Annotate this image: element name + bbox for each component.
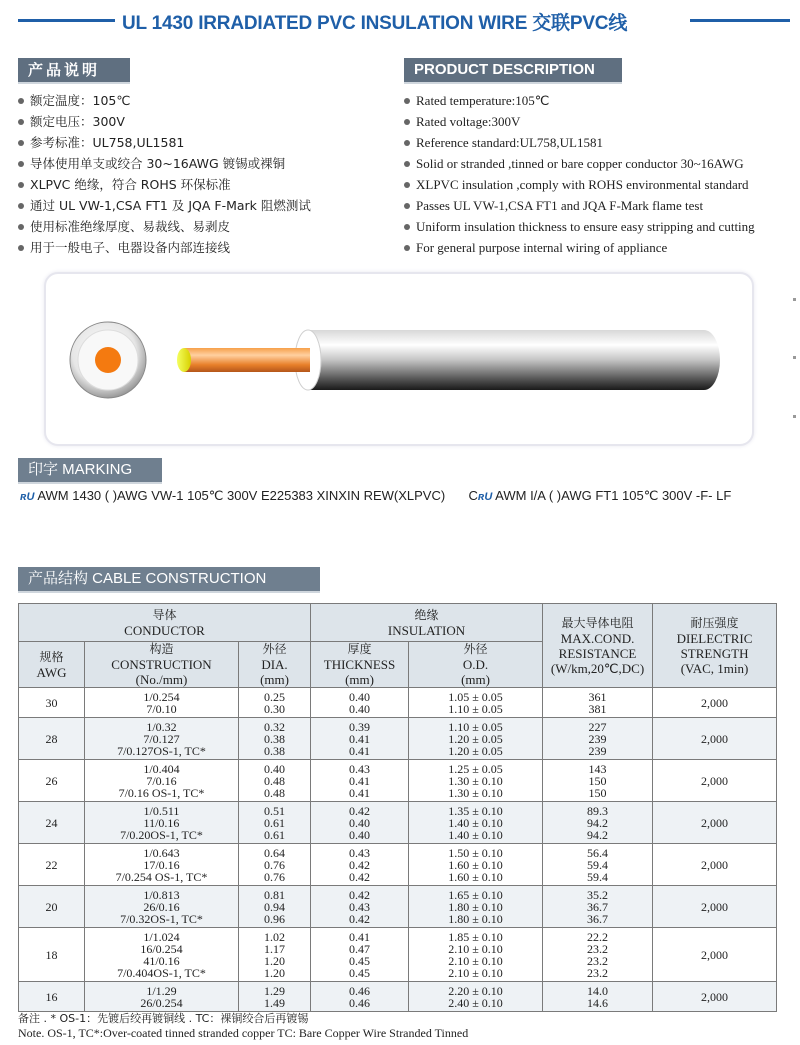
thickness-cell — [311, 982, 409, 1012]
dia-cell-value: 0.25 — [264, 689, 285, 704]
description-item — [18, 111, 311, 132]
description-item — [404, 111, 755, 132]
table-row — [19, 718, 777, 760]
construction-cell-value: 7/0.127 — [143, 731, 180, 746]
description-item — [18, 216, 311, 237]
marking-heading: 印字 MARKING — [18, 458, 162, 482]
thickness-cell-value: 0.46 — [349, 983, 371, 998]
description-item — [18, 237, 311, 258]
od-cell — [409, 718, 543, 760]
dia-cell-value: 0.76 — [264, 869, 285, 884]
construction-cell-value: 41/0.16 — [143, 953, 180, 968]
construction-cell-value: 26/0.254 — [140, 995, 183, 1010]
thickness-cell-value: 0.45 — [349, 965, 371, 980]
description-item — [18, 132, 311, 153]
dia-cell-value: 0.81 — [264, 887, 285, 902]
thickness-cell — [311, 688, 409, 718]
resistance-cell-value: 381 — [588, 701, 607, 716]
dia-cell-value: 0.48 — [264, 773, 285, 788]
dielectric-cell: 2,000 — [653, 928, 777, 982]
thickness-cell-value: 0.39 — [349, 719, 371, 734]
dia-cell-value: 0.61 — [264, 827, 285, 842]
resistance-cell-value: 35.2 — [587, 887, 609, 902]
ul-logo: ʀU — [20, 491, 35, 503]
construction-cell-value: 17/0.16 — [143, 857, 180, 872]
construction-cell-value: 1/1.29 — [146, 983, 177, 998]
table-row — [19, 844, 777, 886]
construction-cell — [85, 718, 239, 760]
thickness-cell-value: 0.40 — [349, 701, 371, 716]
thickness-cell-value: 0.40 — [349, 827, 371, 842]
construction-cell-value: 1/0.643 — [143, 845, 180, 860]
resistance-cell-value: 89.3 — [587, 803, 609, 818]
construction-cell-value: 7/0.16 — [146, 773, 177, 788]
description-item — [404, 195, 755, 216]
awg-cell: 22 — [19, 844, 85, 886]
resistance-cell-value: 150 — [588, 773, 607, 788]
description-item-text: 额定温度：105℃ — [30, 93, 131, 108]
resistance-cell-value: 14.0 — [587, 983, 609, 998]
thickness-cell-value: 0.42 — [349, 887, 371, 902]
resistance-cell — [543, 982, 653, 1012]
od-cell — [409, 886, 543, 928]
table-row — [19, 886, 777, 928]
dia-cell-value: 1.49 — [264, 995, 285, 1010]
dia-cell — [239, 718, 311, 760]
od-cell — [409, 688, 543, 718]
description-item-text: XLPVC insulation ,comply with ROHS environmental standard — [416, 177, 749, 192]
description-item — [18, 90, 311, 111]
resistance-cell-value: 14.6 — [587, 995, 609, 1010]
bullet-icon — [18, 182, 24, 188]
dia-cell-value: 0.51 — [264, 803, 285, 818]
bullet-icon — [404, 224, 410, 230]
od-cell-value: 1.40 ± 0.10 — [448, 827, 503, 842]
dia-cell-value: 0.38 — [264, 743, 285, 758]
od-header: 外径 O.D. (mm) — [409, 642, 543, 688]
thickness-cell-value: 0.43 — [349, 899, 371, 914]
construction-cell-value: 7/0.20OS-1, TC* — [120, 827, 203, 842]
resistance-header: 最大导体电阻 MAX.COND. RESISTANCE (W/km,20℃,DC) — [543, 604, 653, 688]
description-item — [404, 132, 755, 153]
resistance-cell — [543, 844, 653, 886]
construction-cell-value: 7/0.404OS-1, TC* — [117, 965, 206, 980]
awg-header: 规格 AWG — [19, 642, 85, 688]
resistance-cell-value: 239 — [588, 731, 607, 746]
od-cell — [409, 760, 543, 802]
resistance-cell-value: 22.2 — [587, 929, 609, 944]
od-cell-value: 2.20 ± 0.10 — [448, 983, 503, 998]
resistance-cell-value: 150 — [588, 785, 607, 800]
resistance-cell-value: 143 — [588, 761, 607, 776]
thickness-cell-value: 0.43 — [349, 761, 371, 776]
bullet-icon — [404, 245, 410, 251]
description-item-text: Rated voltage:300V — [416, 114, 521, 129]
thickness-cell-value: 0.42 — [349, 803, 371, 818]
thickness-cell-value: 0.45 — [349, 953, 371, 968]
conductor-header: 导体 CONDUCTOR — [19, 604, 311, 642]
awg-cell: 28 — [19, 718, 85, 760]
thickness-cell-value: 0.40 — [349, 689, 371, 704]
thickness-cell-value: 0.42 — [349, 869, 371, 884]
construction-cell-value: 1/0.511 — [143, 803, 180, 818]
construction-cell — [85, 688, 239, 718]
od-cell-value: 1.10 ± 0.05 — [448, 719, 503, 734]
dia-cell — [239, 982, 311, 1012]
construction-cell-value: 1/0.813 — [143, 887, 180, 902]
thickness-cell-value: 0.41 — [349, 743, 371, 758]
bullet-icon — [18, 140, 24, 146]
resistance-cell-value: 361 — [588, 689, 607, 704]
resistance-cell — [543, 688, 653, 718]
construction-cell — [85, 886, 239, 928]
wire-illustration-frame — [44, 272, 754, 446]
dielectric-cell: 2,000 — [653, 886, 777, 928]
resistance-cell — [543, 760, 653, 802]
dia-cell-value: 0.32 — [264, 719, 285, 734]
description-en-heading: PRODUCT DESCRIPTION — [404, 58, 622, 82]
construction-cell-value: 16/0.254 — [140, 941, 183, 956]
edge-dot — [793, 298, 796, 301]
od-cell — [409, 844, 543, 886]
dia-cell — [239, 802, 311, 844]
dia-cell-value: 0.61 — [264, 815, 285, 830]
od-cell-value: 1.60 ± 0.10 — [448, 869, 503, 884]
resistance-cell-value: 23.2 — [587, 941, 609, 956]
dia-cell-value: 0.38 — [264, 731, 285, 746]
table-row — [19, 760, 777, 802]
dia-cell-value: 0.96 — [264, 911, 285, 926]
awg-cell: 18 — [19, 928, 85, 982]
description-item — [18, 174, 311, 195]
dielectric-cell: 2,000 — [653, 760, 777, 802]
header-rule-left — [18, 19, 115, 22]
bullet-icon — [18, 161, 24, 167]
edge-dot — [793, 415, 796, 418]
dielectric-header: 耐压强度 DIELECTRIC STRENGTH (VAC, 1min) — [653, 604, 777, 688]
thickness-cell-value: 0.41 — [349, 929, 371, 944]
construction-table — [18, 603, 777, 1012]
description-item-text: Rated temperature:105℃ — [416, 93, 550, 108]
construction-col-header: 构造 CONSTRUCTION (No./mm) — [85, 642, 239, 688]
thickness-cell-value: 0.40 — [349, 815, 371, 830]
od-cell — [409, 982, 543, 1012]
resistance-cell-value: 23.2 — [587, 965, 609, 980]
marking-c-prefix: C — [468, 488, 478, 503]
description-en-list — [404, 90, 755, 258]
cul-logo: ʀU — [477, 491, 493, 503]
od-cell — [409, 928, 543, 982]
dia-cell-value: 0.76 — [264, 857, 285, 872]
description-cn-list — [18, 90, 311, 258]
construction-cell-value: 7/0.16 OS-1, TC* — [118, 785, 205, 800]
resistance-cell-value: 227 — [588, 719, 607, 734]
construction-cell-value: 1/0.404 — [143, 761, 180, 776]
od-cell-value: 1.30 ± 0.10 — [448, 785, 503, 800]
description-item-text: For general purpose internal wiring of appliance — [416, 240, 668, 255]
description-item-text: XLPVC 绝缘，符合 ROHS 环保标准 — [30, 177, 231, 192]
od-cell-value: 2.10 ± 0.10 — [448, 965, 503, 980]
dia-cell-value: 1.29 — [264, 983, 285, 998]
thickness-cell-value: 0.46 — [349, 995, 371, 1010]
thickness-cell — [311, 844, 409, 886]
dia-cell-value: 0.40 — [264, 761, 285, 776]
table-row — [19, 802, 777, 844]
od-cell-value: 1.65 ± 0.10 — [448, 887, 503, 902]
description-cn-heading: 产品说明 — [18, 58, 130, 82]
thickness-cell-value: 0.42 — [349, 911, 371, 926]
resistance-cell — [543, 928, 653, 982]
description-item-text: 通过 UL VW-1,CSA FT1 及 JQA F-Mark 阻燃测试 — [30, 198, 311, 213]
description-item-text: Reference standard:UL758,UL1581 — [416, 135, 603, 150]
description-item-text: Passes UL VW-1,CSA FT1 and JQA F-Mark flame test — [416, 198, 704, 213]
dia-cell-value: 1.20 — [264, 953, 285, 968]
description-item — [18, 195, 311, 216]
bullet-icon — [404, 119, 410, 125]
description-item-text: Uniform insulation thickness to ensure easy stripping and cutting — [416, 219, 755, 234]
bullet-icon — [404, 203, 410, 209]
awg-cell: 24 — [19, 802, 85, 844]
construction-heading: 产品结构 CABLE CONSTRUCTION — [18, 567, 320, 591]
description-item-text: 导体使用单支或绞合 30~16AWG 镀锡或裸铜 — [30, 156, 286, 171]
construction-cell-value: 7/0.127OS-1, TC* — [117, 743, 206, 758]
construction-cell-value: 7/0.32OS-1, TC* — [120, 911, 203, 926]
resistance-cell-value: 36.7 — [587, 911, 609, 926]
marking-ul-line: AWM 1430 ( )AWG VW-1 105℃ 300V E225383 XINXIN REW(XLPVC) — [37, 488, 446, 503]
od-cell-value: 1.50 ± 0.10 — [448, 845, 503, 860]
description-item — [404, 90, 755, 111]
od-cell-value: 1.30 ± 0.10 — [448, 773, 503, 788]
dia-cell — [239, 886, 311, 928]
thickness-cell-value: 0.43 — [349, 845, 371, 860]
dia-cell-value: 0.48 — [264, 785, 285, 800]
wire-jacket — [295, 330, 720, 390]
thickness-cell — [311, 718, 409, 760]
bullet-icon — [18, 119, 24, 125]
construction-cell-value: 26/0.16 — [143, 899, 180, 914]
table-row — [19, 688, 777, 718]
dia-cell-value: 1.17 — [264, 941, 285, 956]
resistance-cell-value: 239 — [588, 743, 607, 758]
resistance-cell — [543, 886, 653, 928]
awg-cell: 16 — [19, 982, 85, 1012]
thickness-cell-value: 0.47 — [349, 941, 371, 956]
bullet-icon — [18, 98, 24, 104]
construction-table-wrap — [18, 603, 776, 1012]
header-rule-right — [690, 19, 790, 22]
thickness-header: 厚度 THICKNESS (mm) — [311, 642, 409, 688]
dielectric-cell: 2,000 — [653, 844, 777, 886]
thickness-cell-value: 0.42 — [349, 857, 371, 872]
bullet-icon — [404, 140, 410, 146]
construction-cell-value: 7/0.10 — [146, 701, 177, 716]
od-cell-value: 2.10 ± 0.10 — [448, 953, 503, 968]
od-cell-value: 1.60 ± 0.10 — [448, 857, 503, 872]
description-item — [404, 153, 755, 174]
od-cell-value: 1.85 ± 0.10 — [448, 929, 503, 944]
od-cell-value: 1.05 ± 0.05 — [448, 689, 503, 704]
awg-cell: 30 — [19, 688, 85, 718]
wire-cross-section — [70, 322, 146, 398]
note-cn: 备注 . * OS-1：先镀后绞再镀铜线 . TC：裸铜绞合后再镀锡 — [18, 1012, 309, 1025]
marking-cul-line: AWM I/A ( )AWG FT1 105℃ 300V -F- LF — [495, 488, 732, 503]
thickness-cell-value: 0.41 — [349, 731, 371, 746]
construction-cell — [85, 982, 239, 1012]
notes — [18, 1012, 468, 1040]
description-item — [404, 174, 755, 195]
od-cell-value: 1.20 ± 0.05 — [448, 731, 503, 746]
description-item — [404, 237, 755, 258]
construction-cell — [85, 844, 239, 886]
od-cell-value: 1.20 ± 0.05 — [448, 743, 503, 758]
resistance-cell — [543, 802, 653, 844]
thickness-cell — [311, 886, 409, 928]
page-title: UL 1430 IRRADIATED PVC INSULATION WIRE 交联PVC线 — [122, 13, 628, 34]
od-cell-value: 1.40 ± 0.10 — [448, 815, 503, 830]
dielectric-cell: 2,000 — [653, 802, 777, 844]
dia-cell-value: 0.30 — [264, 701, 285, 716]
dia-cell — [239, 928, 311, 982]
awg-cell: 26 — [19, 760, 85, 802]
thickness-cell-value: 0.41 — [349, 785, 371, 800]
thickness-cell — [311, 802, 409, 844]
resistance-cell-value: 23.2 — [587, 953, 609, 968]
thickness-cell — [311, 760, 409, 802]
bullet-icon — [404, 182, 410, 188]
construction-cell-value: 11/0.16 — [143, 815, 180, 830]
description-item — [404, 216, 755, 237]
construction-cell — [85, 928, 239, 982]
dia-cell-value: 0.94 — [264, 899, 285, 914]
construction-cell-value: 1/1.024 — [143, 929, 180, 944]
dia-cell — [239, 688, 311, 718]
dielectric-cell: 2,000 — [653, 982, 777, 1012]
edge-dot — [793, 356, 796, 359]
page-header — [0, 6, 800, 34]
note-en: Note. OS-1, TC*:Over-coated tinned stranded copper TC: Bare Copper Wire Stranded Tinned — [18, 1026, 469, 1040]
resistance-cell-value: 56.4 — [587, 845, 609, 860]
od-cell-value: 1.80 ± 0.10 — [448, 911, 503, 926]
marking-text — [20, 488, 731, 504]
resistance-cell-value: 59.4 — [587, 869, 609, 884]
bullet-icon — [404, 161, 410, 167]
description-item-text: 额定电压：300V — [30, 114, 125, 129]
dia-cell — [239, 844, 311, 886]
dia-header: 外径 DIA. (mm) — [239, 642, 311, 688]
wire-conductor — [177, 348, 310, 372]
description-item-text: 参考标准：UL758,UL1581 — [30, 135, 185, 150]
dia-cell-value: 1.02 — [264, 929, 285, 944]
bullet-icon — [18, 203, 24, 209]
wire-illustration — [46, 274, 752, 444]
od-cell-value: 1.35 ± 0.10 — [448, 803, 503, 818]
description-item-text: Solid or stranded ,tinned or bare copper conductor 30~16AWG — [416, 156, 744, 171]
awg-cell: 20 — [19, 886, 85, 928]
table-row — [19, 928, 777, 982]
insulation-header: 绝缘 INSULATION — [311, 604, 543, 642]
resistance-cell-value: 94.2 — [587, 827, 609, 842]
thickness-cell — [311, 928, 409, 982]
construction-cell — [85, 760, 239, 802]
dielectric-cell: 2,000 — [653, 688, 777, 718]
resistance-cell-value: 94.2 — [587, 815, 609, 830]
construction-cell-value: 7/0.254 OS-1, TC* — [115, 869, 208, 884]
resistance-cell — [543, 718, 653, 760]
bullet-icon — [404, 98, 410, 104]
od-cell-value: 1.80 ± 0.10 — [448, 899, 503, 914]
table-row — [19, 982, 777, 1012]
construction-table-body — [19, 688, 777, 1012]
od-cell-value: 1.25 ± 0.05 — [448, 761, 503, 776]
od-cell-value: 2.10 ± 0.10 — [448, 941, 503, 956]
thickness-cell-value: 0.41 — [349, 773, 371, 788]
construction-cell — [85, 802, 239, 844]
construction-cell-value: 1/0.32 — [146, 719, 177, 734]
resistance-cell-value: 59.4 — [587, 857, 609, 872]
description-item-text: 用于一般电子、电器设备内部连接线 — [30, 240, 231, 255]
dia-cell-value: 0.64 — [264, 845, 285, 860]
description-item-text: 使用标准绝缘厚度、易裁线、易剥皮 — [30, 219, 231, 234]
resistance-cell-value: 36.7 — [587, 899, 609, 914]
dia-cell — [239, 760, 311, 802]
bullet-icon — [18, 245, 24, 251]
dia-cell-value: 1.20 — [264, 965, 285, 980]
construction-cell-value: 1/0.254 — [143, 689, 180, 704]
dielectric-cell: 2,000 — [653, 718, 777, 760]
od-cell-value: 2.40 ± 0.10 — [448, 995, 503, 1010]
bullet-icon — [18, 224, 24, 230]
description-item — [18, 153, 311, 174]
od-cell — [409, 802, 543, 844]
od-cell-value: 1.10 ± 0.05 — [448, 701, 503, 716]
